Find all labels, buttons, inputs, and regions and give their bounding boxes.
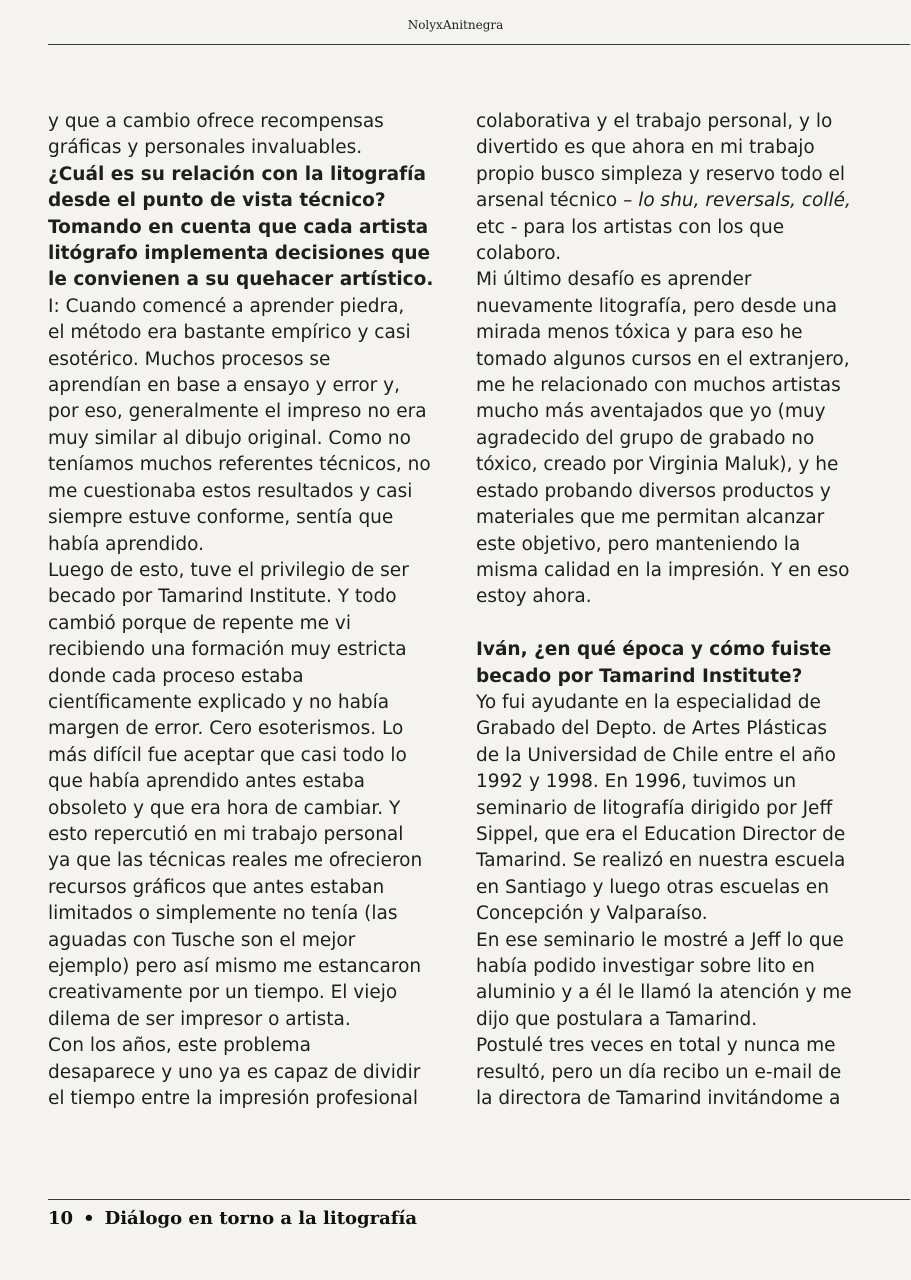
book-title: Diálogo en torno a la litografía [104, 1208, 418, 1229]
text-line: el método era bastante empírico y casi [48, 322, 411, 344]
text-line: el tiempo entre la impresión profesional [48, 1088, 418, 1110]
text-line: En ese seminario le mostré a Jeff lo que [476, 929, 844, 951]
text-line: me cuestionaba estos resultados y casi [48, 480, 413, 502]
text-line: tóxico, creado por Virginia Maluk), y he [476, 454, 839, 476]
question-line: le convienen a su quehacer artístico. [48, 269, 434, 291]
text-line: Yo fui ayudante en la especialidad de [476, 691, 821, 713]
footer-rule [48, 1199, 910, 1200]
text-line: aguadas con Tusche son el mejor [48, 929, 356, 951]
text-line: teníamos muchos referentes técnicos, no [48, 454, 431, 476]
italic-term: lo shu, reversals, collé, [638, 190, 851, 212]
question-line: becado por Tamarind Institute? [476, 665, 803, 687]
question-line: Tomando en cuenta que cada artista [48, 216, 429, 238]
text-line: 1992 y 1998. En 1996, tuvimos un [476, 771, 797, 793]
text-line: estoy ahora. [476, 586, 592, 608]
page-footer [48, 1208, 417, 1229]
text-line: Grabado del Depto. de Artes Plásticas [476, 718, 828, 740]
text-line: aluminio y a él le llamó la atención y me [476, 982, 852, 1004]
text-line: dilema de ser impresor o artista. [48, 1008, 351, 1030]
text-line: recursos gráficos que antes estaban [48, 876, 385, 898]
text-line: me he relacionado con muchos artistas [476, 375, 841, 397]
text-line: de la Universidad de Chile entre el año [476, 744, 836, 766]
text-line: creativamente por un tiempo. El viejo [48, 982, 398, 1004]
text-line: agradecido del grupo de grabado no [476, 427, 815, 449]
text-line: más difícil fue aceptar que casi todo lo [48, 744, 407, 766]
text-line: cambió porque de repente me vi [48, 612, 352, 634]
paragraph-gap [476, 611, 848, 637]
text-line: recibiendo una formación muy estricta [48, 639, 407, 661]
text-line: siempre estuve conforme, sentía que [48, 507, 394, 529]
text-line: becado por Tamarind Institute. Y todo [48, 586, 397, 608]
text-line: Concepción y Valparaíso. [476, 903, 708, 925]
footer-bullet: • [83, 1208, 95, 1229]
text-line: donde cada proceso estaba [48, 665, 304, 687]
text-line: Tamarind. Se realizó en nuestra escuela [476, 850, 846, 872]
text-line: divertido es que ahora en mi trabajo [476, 137, 815, 159]
right-column [476, 109, 852, 1112]
text-line: muy similar al dibujo original. Como no [48, 427, 411, 449]
text-line: había podido investigar sobre lito en [476, 955, 815, 977]
text-line: tomado algunos cursos en el extranjero, [476, 348, 850, 370]
text-line: que había aprendido antes estaba [48, 771, 366, 793]
question-line: desde el punto de vista técnico? [48, 190, 386, 212]
text-line: colaboro. [476, 243, 562, 265]
text-line: estado probando diversos productos y [476, 480, 831, 502]
text-line: Con los años, este problema [48, 1035, 312, 1057]
text-line: colaborativa y el trabajo personal, y lo [476, 111, 833, 132]
left-column [48, 109, 434, 1112]
text-line: resultó, pero un día recibo un e-mail de [476, 1061, 842, 1083]
text-line: científicamente explicado y no había [48, 691, 390, 713]
text-line: ejemplo) pero así mismo me estancaron [48, 956, 422, 977]
header-rule [48, 44, 910, 45]
text-line: Postulé tres veces en total y nunca me [476, 1035, 836, 1057]
text-line: ya que las técnicas reales me ofrecieron [48, 850, 423, 872]
text-line: propio busco simpleza y reservo todo el [476, 163, 846, 185]
text-line: gráficas y personales invaluables. [48, 137, 363, 159]
text-line: desaparece y uno ya es capaz de dividir [48, 1061, 421, 1083]
text-line: margen de error. Cero esoterismos. Lo [48, 718, 404, 740]
page-number: 10 [48, 1208, 74, 1229]
text-line: Luego de esto, tuve el privilegio de ser [48, 559, 409, 581]
text-line: nuevamente litografía, pero desde una [476, 295, 838, 317]
text-line: obsoleto y que era hora de cambiar. Y [48, 797, 401, 819]
text-line: mucho más aventajados que yo (muy [476, 401, 826, 423]
text-line: esotérico. Muchos procesos se [48, 348, 331, 370]
text-line: esto repercutió en mi trabajo personal [48, 823, 404, 845]
text-line: seminario de litografía dirigido por Jeff [476, 797, 833, 819]
text-line: materiales que me permitan alcanzar [476, 507, 825, 529]
text-line: este objetivo, pero manteniendo la [476, 533, 801, 555]
question-line: Iván, ¿en qué época y cómo fuiste [476, 639, 832, 661]
text-line: por eso, generalmente el impreso no era [48, 401, 427, 423]
text-line: mirada menos tóxica y para eso he [476, 322, 803, 344]
text-line: había aprendido. [48, 533, 205, 555]
text-line: Mi último desafío es aprender [476, 269, 752, 291]
text-line: I: Cuando comencé a aprender piedra, [48, 295, 405, 317]
text-line: etc - para los artistas con los que [476, 216, 785, 238]
running-header: NolyxAnitnegra [407, 18, 504, 32]
text-line: aprendían en base a ensayo y error y, [48, 375, 400, 397]
text-line: y que a cambio ofrece recompensas [48, 111, 384, 132]
text-line: en Santiago y luego otras escuelas en [476, 876, 829, 898]
text-line: Sippel, que era el Education Director de [476, 823, 846, 845]
text-line: dijo que postulara a Tamarind. [476, 1008, 758, 1030]
text-segment: arsenal técnico – [476, 190, 639, 212]
text-line: misma calidad en la impresión. Y en eso [476, 559, 850, 581]
text-line: limitados o simplemente no tenía (las [48, 903, 398, 925]
question-line: ¿Cuál es su relación con la litografía [48, 163, 427, 185]
question-line: litógrafo implementa decisiones que [48, 243, 431, 265]
text-line [476, 188, 851, 214]
text-line: la directora de Tamarind invitándome a [476, 1088, 841, 1110]
